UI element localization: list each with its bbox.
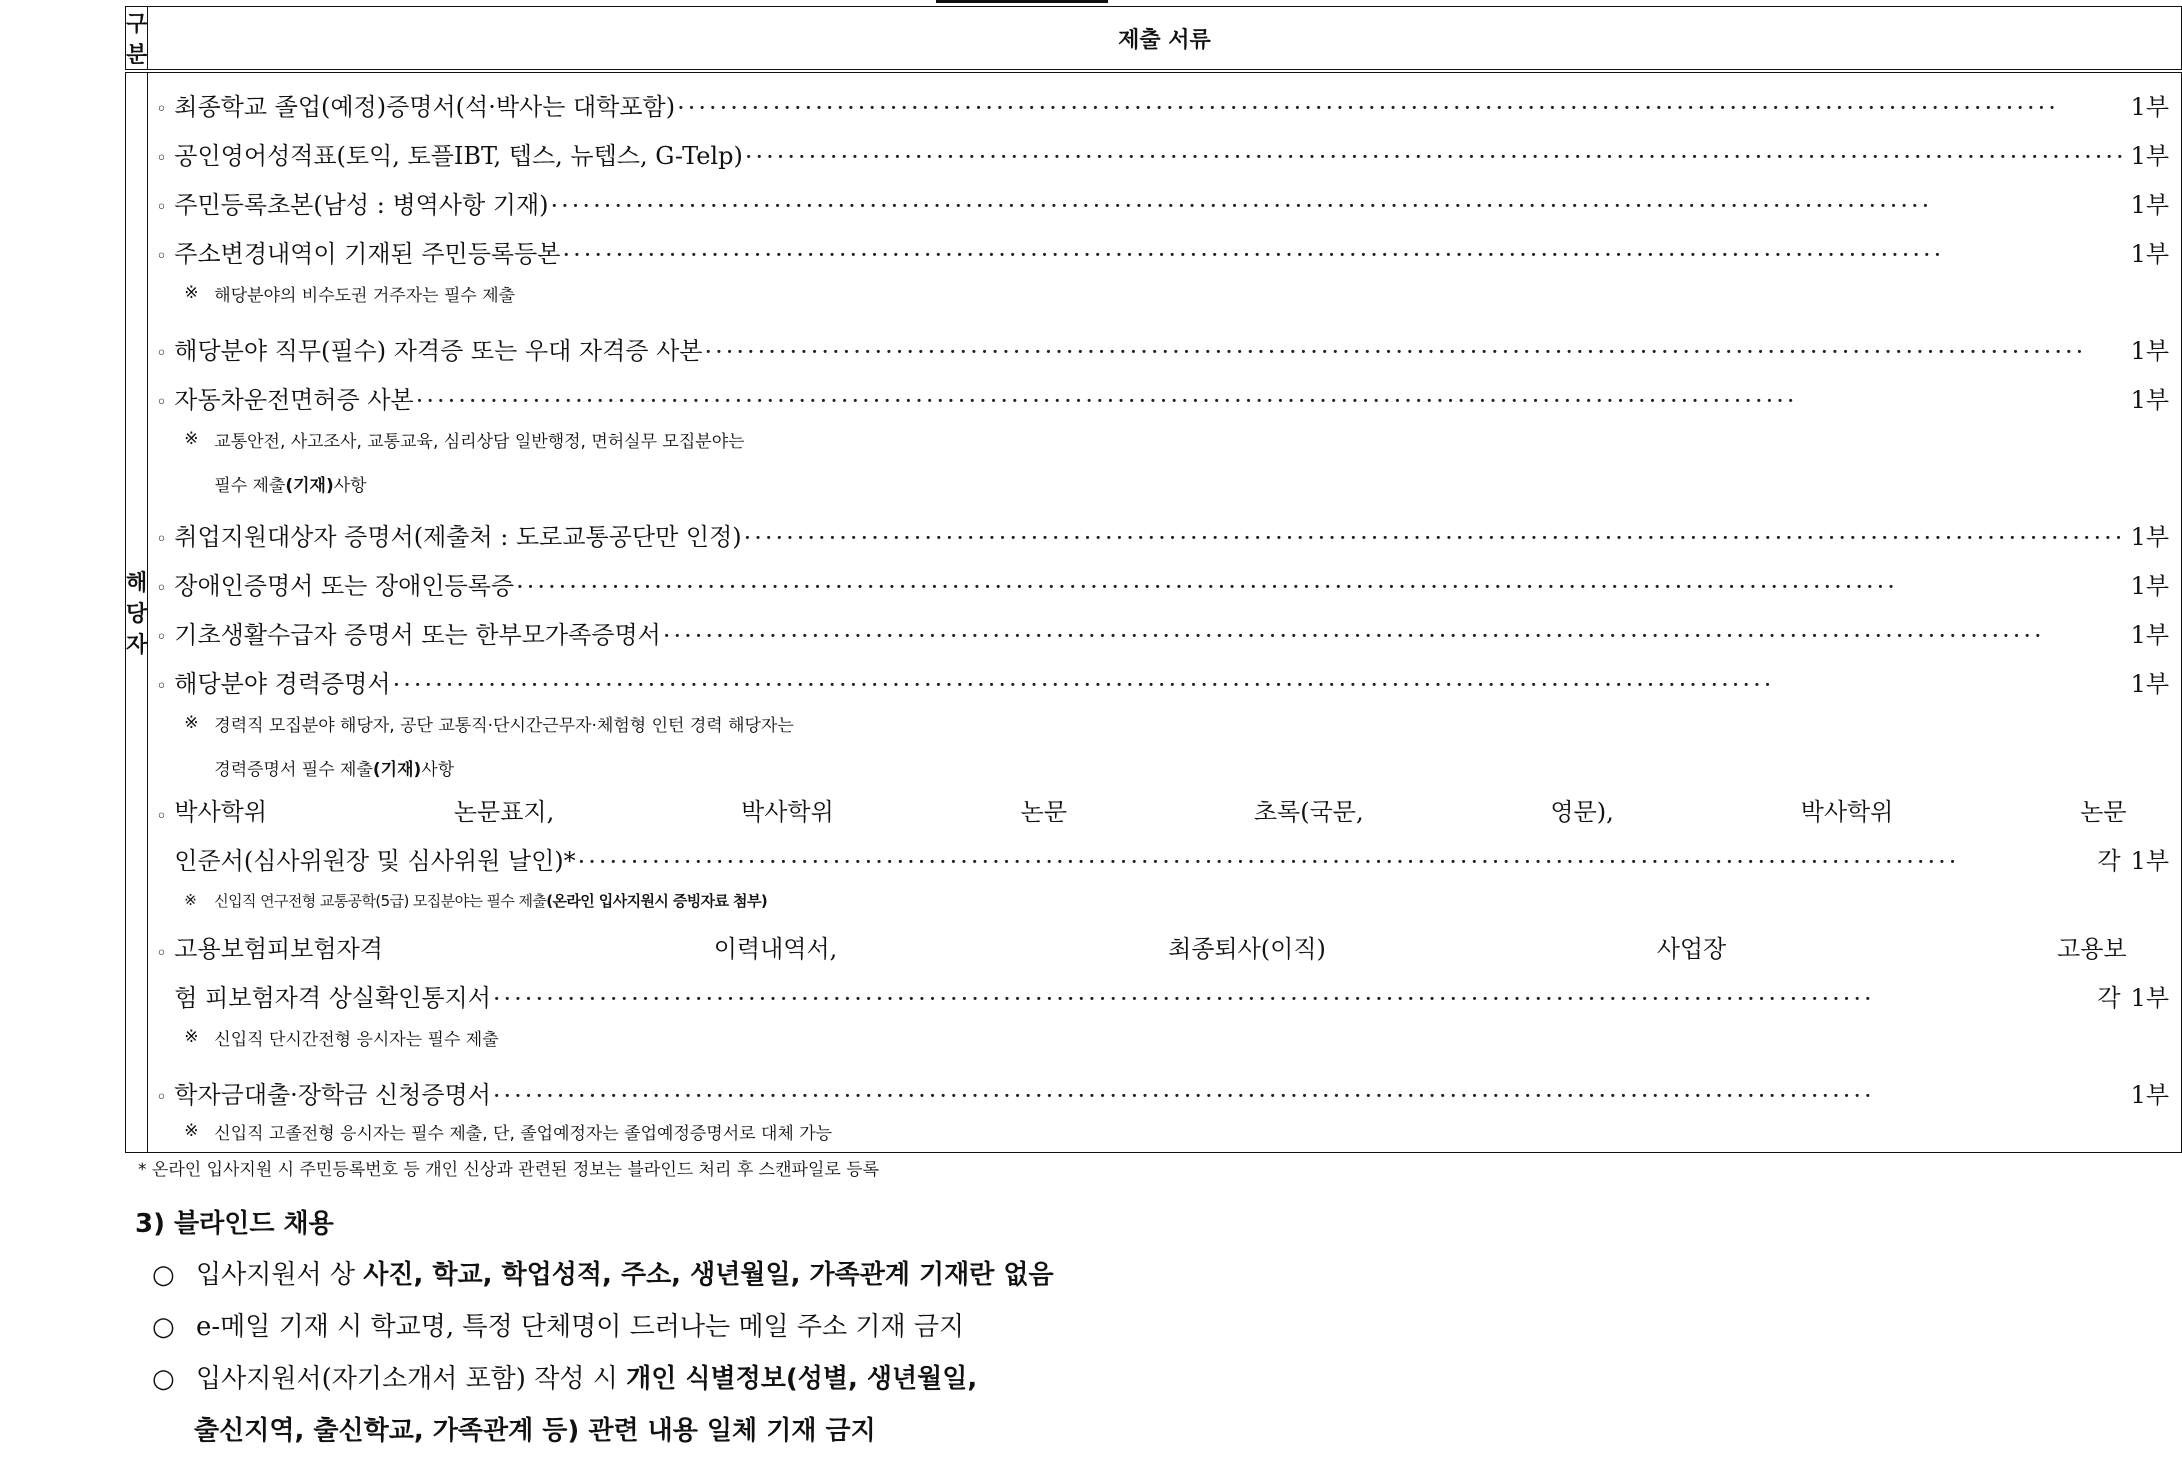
item-each: 각 [2097,984,2121,1012]
bullet-icon: ◦ [156,943,167,964]
note-text: 경력증명서 필수 제출 [214,759,373,780]
list-item [148,73,2180,122]
list-item-continuation [148,964,2180,1013]
bullet-icon: ◦ [156,197,167,218]
item-text: 최종학교 졸업(예정)증명서(석·박사는 대학포함) [174,93,676,121]
list-item [148,924,2180,964]
bullet-icon: ◦ [156,99,167,120]
note-text: 해당분야의 비수도권 거주자는 필수 제출 [214,285,516,306]
note-mark-icon: ※ [184,713,199,733]
bullet-icon: ◦ [156,806,167,827]
item-qty: 1부 [2130,386,2170,414]
note-mark-icon: ※ [184,1121,199,1141]
leader-dots [578,848,2094,876]
note-text: 경력직 모집분야 해당자, 공단 교통직·단시간근무자·체험형 인턴 경력 해당자는 [214,715,794,736]
bullet-icon: ◦ [156,343,167,364]
item-text: 고용보험피보험자격 이력내역서, 최종퇴사(이직) 사업장 고용보 [174,935,2127,963]
documents-table [125,6,2182,1153]
list-item [148,503,2180,552]
bullet-bold-text: 사진, 학교, 학업성적, 주소, 생년월일, 가족관계 기재란 없음 [363,1260,1054,1290]
note-continuation [148,463,2180,503]
bullet-icon: ◦ [156,246,167,267]
item-text: 학자금대출·장학금 신청증명서 [174,1081,491,1109]
note [148,269,2180,317]
item-text: 취업지원대상자 증명서(제출처 : 도로교통공단만 인정) [174,523,742,551]
item-qty: 1부 [2130,572,2170,600]
list-item [148,601,2180,650]
item-qty: 1부 [2130,984,2170,1012]
item-qty: 1부 [2130,93,2170,121]
item-qty: 1부 [2130,523,2170,551]
leader-dots [516,573,2126,601]
note-mark-icon: ※ [184,1027,199,1047]
item-each: 각 [2097,847,2121,875]
note-text: 신입직 단시간전형 응시자는 필수 제출 [214,1029,499,1050]
item-text: 공인영어성적표(토익, 토플IBT, 텝스, 뉴텝스, G-Telp) [174,142,743,170]
item-qty: 1부 [2130,1081,2170,1109]
item-qty: 1부 [2130,191,2170,219]
bullet-item [152,1306,964,1343]
table-header-row [126,7,2182,72]
section-heading: 3) 블라인드 채용 [135,1209,334,1239]
list-item [148,317,2180,366]
list-item [148,171,2180,220]
item-text: 주소변경내역이 기재된 주민등록등본 [174,240,561,268]
item-qty: 1부 [2130,240,2170,268]
list-item-continuation [148,827,2180,876]
table-row [126,71,2182,1153]
header-documents: 제출 서류 [148,7,2181,72]
item-text: 험 피보험자격 상실확인통지서 [174,984,491,1012]
list-item [148,122,2180,171]
bullet-text: 입사지원서 상 [196,1260,364,1290]
note-bold-text: (기재) [372,759,422,780]
list-item [148,366,2180,415]
item-text: 자동차운전면허증 사본 [174,386,414,414]
bullet-icon: ◦ [156,676,167,697]
note [148,1013,2180,1061]
footnote: * 온라인 입사지원 시 주민등록번호 등 개인 신상과 관련된 정보는 블라인드 처리 후 스캔파일로 등록 [138,1160,880,1180]
note-text: 필수 제출 [214,475,286,496]
bullet-icon: ◦ [156,529,167,550]
note-text: 신입직 연구전형 교통공학(5급) 모집분야는 필수 제출 [214,891,547,910]
note-mark-icon: ※ [184,891,197,909]
note-text: 교통안전, 사고조사, 교통교육, 심리상담 일반행정, 면허실무 모집분야는 [214,431,745,452]
item-qty: 1부 [2130,337,2170,365]
leader-dots [677,94,2126,122]
bullet-text: e-메일 기재 시 학교명, 특정 단체명이 드러나는 메일 주소 기재 금지 [196,1312,965,1342]
bullet-bold-text: 개인 식별정보(성별, 생년월일, [626,1364,978,1394]
list-item [148,552,2180,601]
leader-dots [493,985,2093,1013]
bullet-icon: ◦ [156,1087,167,1108]
circle-bullet-icon: ○ [152,1364,175,1394]
item-text: 인준서(심사위원장 및 심사위원 날인)* [174,847,576,875]
item-text: 해당분야 경력증명서 [174,670,391,698]
list-item [148,650,2180,699]
list-item [148,1061,2180,1110]
leader-dots [704,338,2126,366]
documents-cell [148,71,2181,1153]
note-text: 신입직 고졸전형 응시자는 필수 제출, 단, 졸업예정자는 졸업예정증명서로 대체 가능 [214,1123,833,1144]
bullet-continuation: 출신지역, 출신학교, 가족관계 등) 관련 내용 일체 기재 금지 [194,1416,876,1446]
note-mark-icon: ※ [184,429,199,449]
item-qty: 1부 [2130,142,2170,170]
list-item [148,220,2180,269]
bullet-item [152,1254,1054,1291]
item-text: 해당분야 직무(필수) 자격증 또는 우대 자격증 사본 [174,337,703,365]
item-qty: 1부 [2130,670,2170,698]
note [148,415,2180,463]
top-rule [936,0,1108,3]
leader-dots [493,1082,2127,1110]
item-qty: 1부 [2130,621,2170,649]
item-text: 주민등록초본(남성 : 병역사항 기재) [174,191,549,219]
circle-bullet-icon: ○ [152,1312,175,1342]
item-text: 기초생활수급자 증명서 또는 한부모가족증명서 [174,621,661,649]
note [148,699,2180,747]
bullet-icon: ◦ [156,578,167,599]
note-continuation [148,747,2180,787]
leader-dots [551,192,2127,220]
bullet-item [152,1358,977,1395]
leader-dots [663,622,2127,650]
leader-dots [745,143,2127,171]
bullet-icon: ◦ [156,627,167,648]
item-text: 박사학위 논문표지, 박사학위 논문 초록(국문, 영문), 박사학위 논문 [174,798,2127,826]
bullet-text: 입사지원서(자기소개서 포함) 작성 시 [196,1364,627,1394]
bullet-icon: ◦ [156,392,167,413]
leader-dots [393,671,2127,699]
leader-dots [744,524,2127,552]
leader-dots [562,241,2126,269]
leader-dots [416,387,2127,415]
note [148,1110,2180,1152]
bullet-icon: ◦ [156,148,167,169]
circle-bullet-icon: ○ [152,1260,175,1290]
category-cell: 해당자 [126,71,148,1153]
note-bold-text: (온라인 입사지원시 증빙자료 첨부) [546,891,768,910]
list-item [148,787,2180,827]
note-text: 사항 [421,759,455,780]
note-mark-icon: ※ [184,283,199,303]
note-bold-text: (기재) [285,475,334,496]
item-text: 장애인증명서 또는 장애인등록증 [174,572,515,600]
note [148,876,2180,924]
note-text: 사항 [333,475,367,496]
item-qty: 1부 [2130,847,2170,875]
header-category: 구분 [126,7,148,72]
